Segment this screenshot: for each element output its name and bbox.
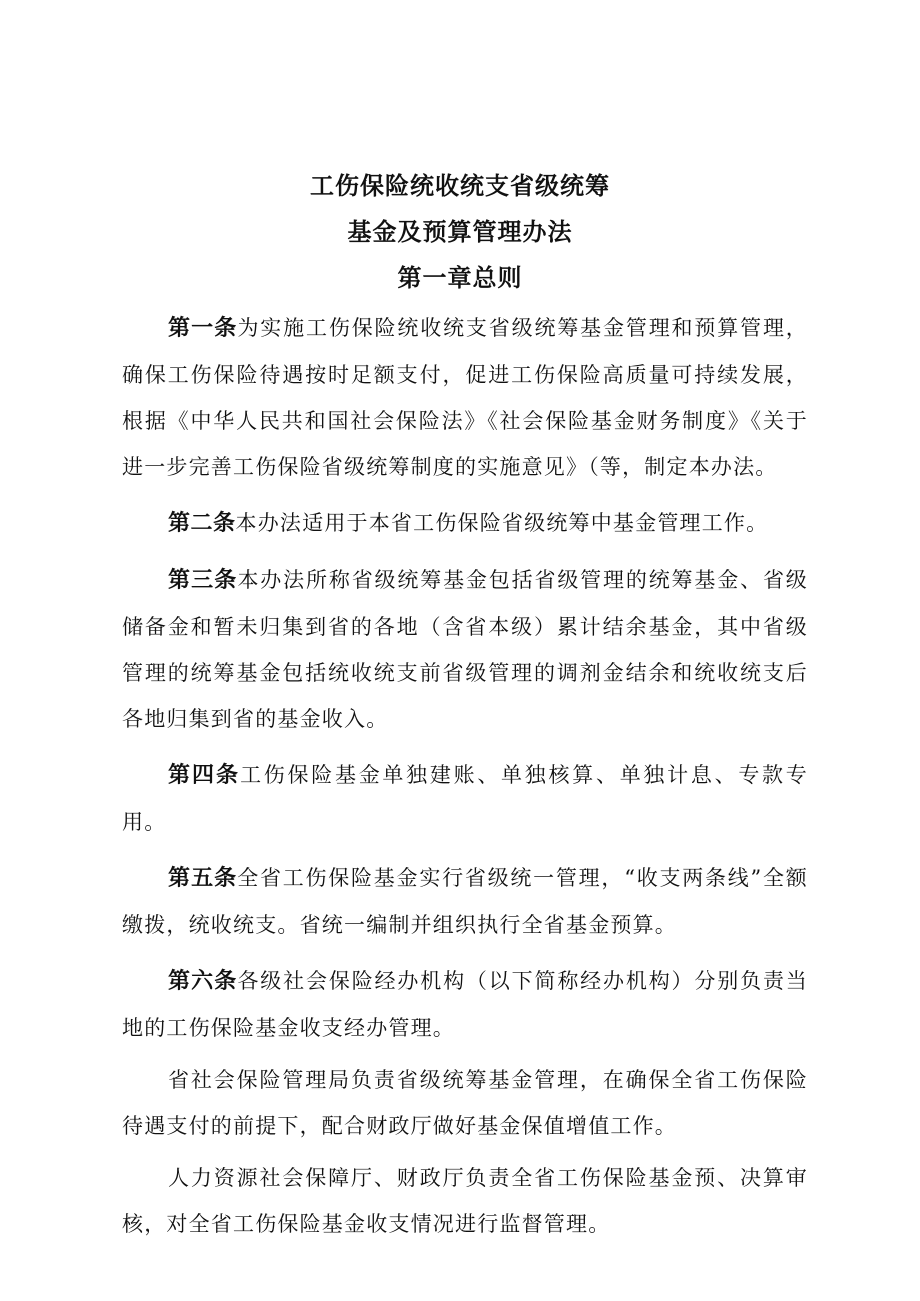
article-1 xyxy=(122,305,808,490)
article-3 xyxy=(122,557,808,742)
article-text: 本办法适用于本省工伤保险省级统筹中基金管理工作。 xyxy=(235,511,769,535)
article-number: 第五条 xyxy=(168,866,238,891)
body-paragraph: 省社会保险管理局负责省级统筹基金管理，在确保全省工伤保险待遇支付的前提下，配合财政厅做好基金保值增值工作。 xyxy=(122,1068,808,1138)
article-number: 第六条 xyxy=(168,969,238,994)
article-text: 各级社会保险经办机构（以下简称经办机构）分别负责当地的工伤保险基金收支经办管理。 xyxy=(122,969,808,1040)
article-2 xyxy=(122,500,808,547)
body-paragraph: 人力资源社会保障厅、财政厅负责全省工伤保险基金预、决算审核，对全省工伤保险基金收支情况进行监督管理。 xyxy=(122,1166,808,1236)
article-number: 第三条 xyxy=(168,568,238,593)
chapter-title: 第一章总则 xyxy=(397,264,523,292)
article-text: 为实施工伤保险统收统支省级统筹基金管理和预算管理，确保工伤保险待遇按时足额支付，促进工伤保险高质量可持续发展，根据《中华人民共和国社会保险法》《社会保险基金财务制度》《关于进一步完善工伤保险省级统筹制度的实施意见》（等，制定本办法。 xyxy=(122,316,808,479)
article-number: 第二条 xyxy=(168,511,236,536)
article-number: 第一条 xyxy=(168,316,238,341)
document-title-line-2: 基金及预算管理办法 xyxy=(347,218,573,246)
document-body xyxy=(122,305,808,1253)
article-6 xyxy=(122,958,808,1051)
document-title-line-1: 工伤保险统收统支省级统筹 xyxy=(310,172,610,200)
article-text: 工伤保险基金单独建账、单独核算、单独计息、专款专用。 xyxy=(122,763,808,834)
article-text: 本办法所称省级统筹基金包括省级管理的统筹基金、省级储备金和暂未归集到省的各地（含省本级）累计结余基金，其中省级管理的统筹基金包括统收统支前省级管理的调剂金结余和统收统支后各地归集到省的基金收入。 xyxy=(122,568,808,731)
article-text: 全省工伤保险基金实行省级统一管理，“收支两条线”全额缴拨，统收统支。省统一编制并组织执行全省基金预算。 xyxy=(122,866,808,937)
article-5 xyxy=(122,855,808,948)
article-number: 第四条 xyxy=(168,763,241,788)
article-4 xyxy=(122,752,808,845)
title-block xyxy=(0,163,920,301)
